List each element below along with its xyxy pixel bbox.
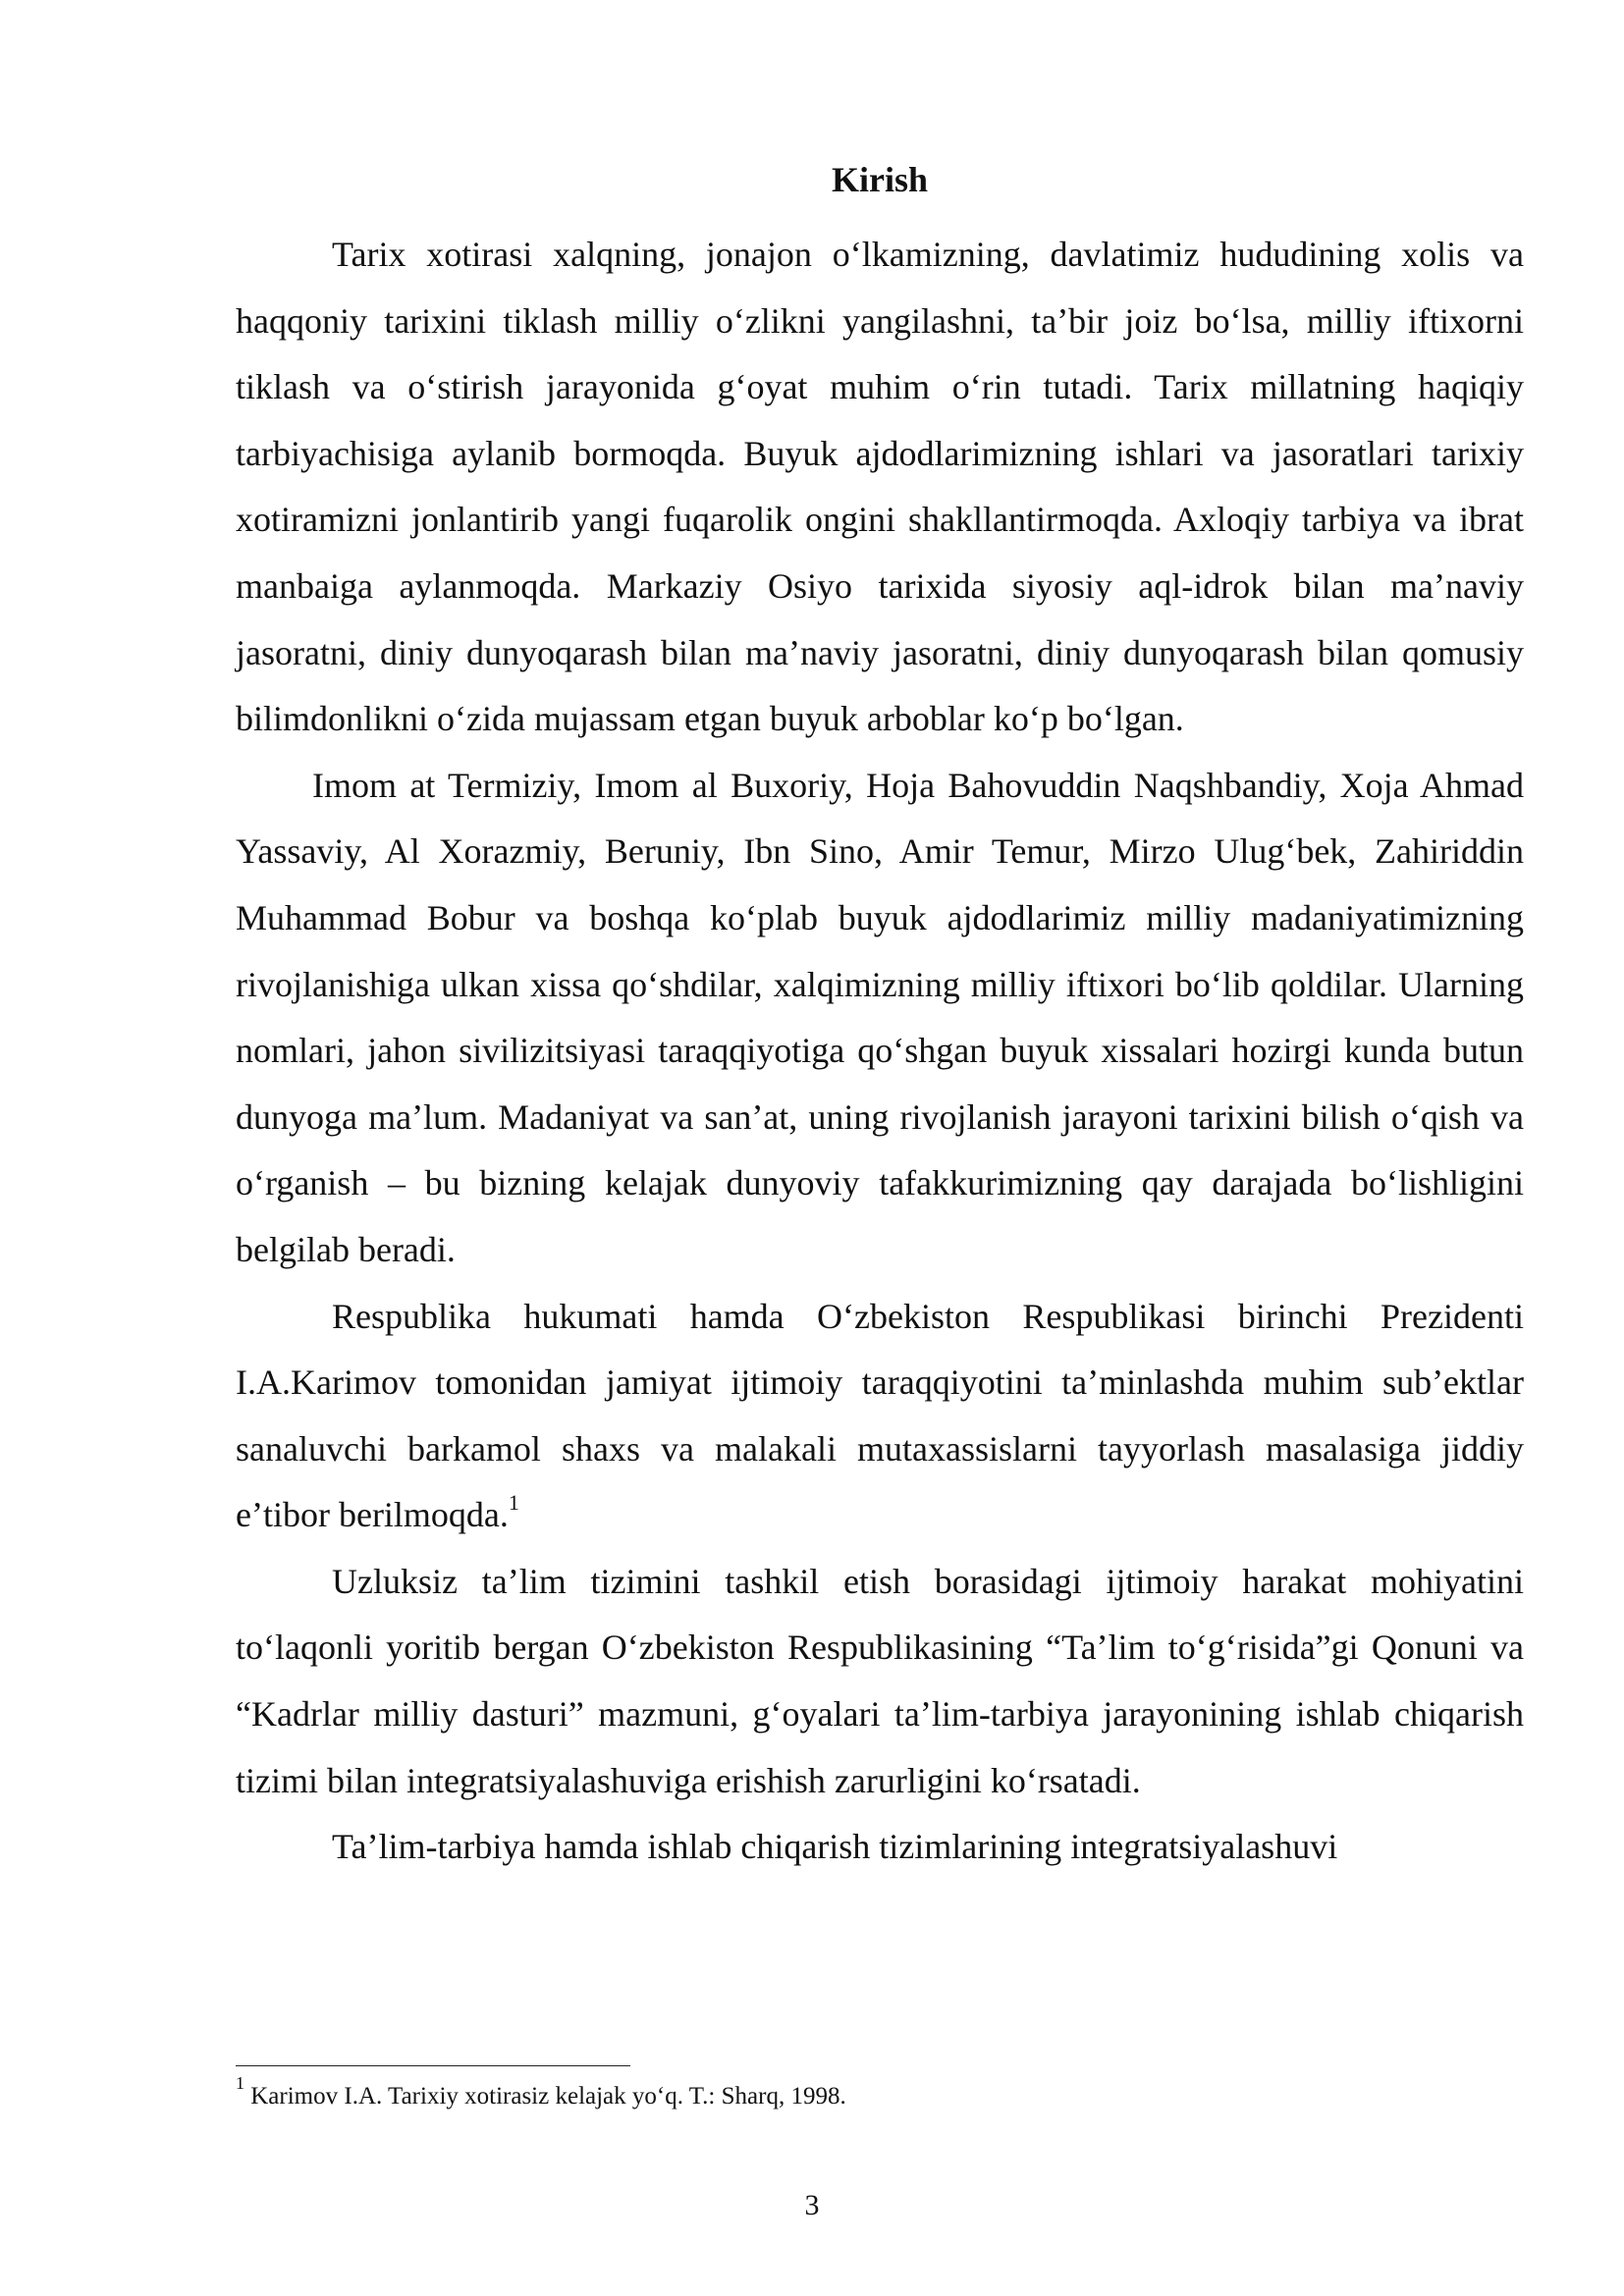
footnote (236, 2072, 1524, 2114)
page-number: 3 (804, 2189, 820, 2221)
paragraph-3-text: Respublika hukumati hamda Oʻzbekiston Respublikasi birinchi Prezidenti I.A.Karimov tomonidan jamiyat ijtimoiy taraqqiyotini taʼminlashda muhim subʼektlar sanaluvchi barkamol shaxs va malakali mutaxassislarni tayyorlash masalasiga jiddiy eʼtibor berilmoqda. (236, 1296, 1524, 1535)
paragraph-5: Taʼlim-tarbiya hamda ishlab chiqarish tizimlarining integratsiyalashuvi (332, 1827, 1338, 1867)
paragraph-4: Uzluksiz taʼlim tizimini tashkil etish borasidagi ijtimoiy harakat mohiyatini toʻlaqonli yoritib bergan Oʻzbekiston Respublikasining “Taʼlim toʻgʻrisida”gi Qonuni va “Kadrlar milliy dasturi” mazmuni, gʻoyalari taʼlim-tarbiya jarayonining ishlab chiqarish tizimi bilan integratsiyalashuviga erishish zarurligini koʻrsatadi. (236, 1561, 1524, 1800)
paragraph-3 (236, 1284, 1524, 1549)
footnote-marker: 1 (236, 2072, 244, 2093)
paragraph-2: Imom at Termiziy, Imom al Buxoriy, Hoja Bahovuddin Naqshbandiy, Xoja Ahmad Yassaviy, Al Xorazmiy, Beruniy, Ibn Sino, Amir Temur, Mirzo Ulugʻbek, Zahiriddin Muhammad Bobur va boshqa koʻplab buyuk ajdodlarimiz milliy madaniyatimizning rivojlanishiga ulkan xissa qoʻshdilar, xalqimizning milliy iftixori boʻlib qoldilar. Ularning nomlari, jahon sivilizitsiyasi taraqqiyotiga qoʻshgan buyuk xissalari hozirgi kunda butun dunyoga maʼlum. Madaniyat va sanʼat, uning rivojlanish jarayoni tarixini bilish oʻqish va oʻrganish – bu bizning kelajak dunyoviy tafakkurimizning qay darajada boʻlishligini belgilab beradi. (236, 765, 1524, 1269)
footnote-text: Karimov I.A. Tarixiy xotirasiz kelajak yoʻq. T.: Sharq, 1998. (250, 2083, 846, 2109)
footnote-separator (236, 2065, 630, 2066)
body-text (236, 155, 1524, 1881)
page-title: Kirish (831, 160, 928, 199)
paragraph-1: Tarix xotirasi xalqning, jonajon oʻlkamizning, davlatimiz hududining xolis va haqqoniy tarixini tiklash milliy oʻzlikni yangilashni, taʼbir joiz boʻlsa, milliy iftixorni tiklash va oʻstirish jarayonida gʻoyat muhim oʻrin tutadi. Tarix millatning haqiqiy tarbiyachisiga aylanib bormoqda. Buyuk ajdodlarimizning ishlari va jasoratlari tarixiy xotiramizni jonlantirib yangi fuqarolik ongini shakllantirmoqda. Axloqiy tarbiya va ibrat manbaiga aylanmoqda. Markaziy Osiyo tarixida siyosiy aql-idrok bilan maʼnaviy jasoratni, diniy dunyoqarash bilan maʼnaviy jasoratni, diniy dunyoqarash bilan qomusiy bilimdonlikni oʻzida mujassam etgan buyuk arboblar koʻp boʻlgan. (236, 235, 1524, 739)
footnote-reference[interactable]: 1 (508, 1490, 519, 1516)
